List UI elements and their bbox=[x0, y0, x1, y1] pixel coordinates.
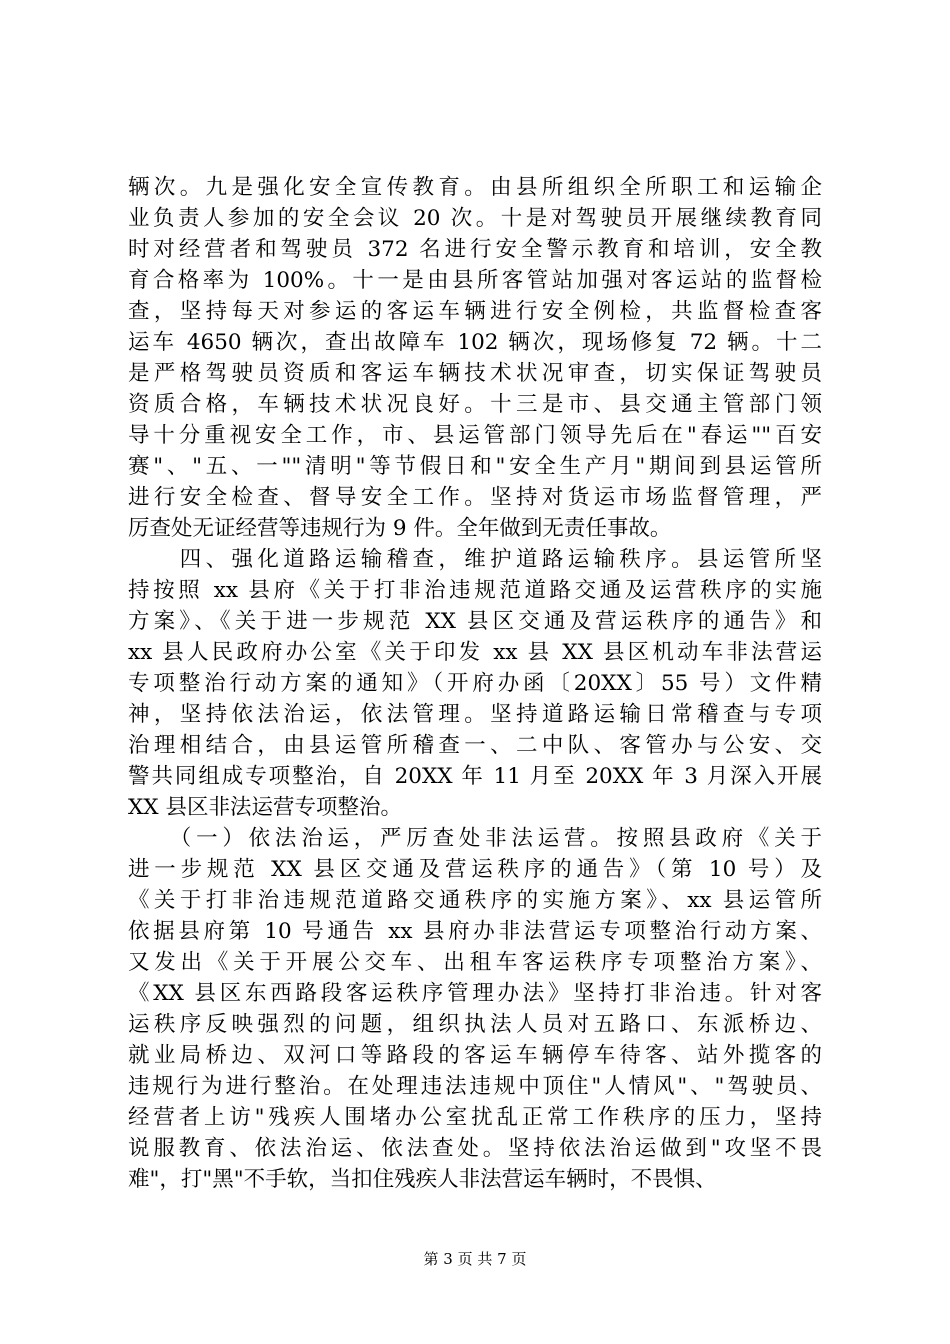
page-number-label: 第 3 页 共 7 页 bbox=[423, 1250, 527, 1268]
page-footer bbox=[0, 1249, 950, 1269]
text-line: 四、强化道路运输稽查，维护道路运输秩序。县运管所坚 bbox=[128, 547, 822, 572]
text-line: 辆次。九是强化安全宣传教育。由县所组织全所职工和运输企 bbox=[128, 175, 822, 200]
text-line: 运秩序反映强烈的问题，组织执法人员对五路口、东派桥边、 bbox=[128, 1012, 822, 1037]
text-line: XX 县区非法运营专项整治。 bbox=[128, 795, 402, 820]
text-line: 专项整治行动方案的通知》（开府办函〔20XX〕55 号）文件精 bbox=[128, 671, 822, 696]
text-line: 《XX 县区东西路段客运秩序管理办法》坚持打非治违。针对客 bbox=[128, 981, 822, 1006]
text-line: 就业局桥边、双河口等路段的客运车辆停车待客、站外揽客的 bbox=[128, 1043, 822, 1068]
text-line: 是严格驾驶员资质和客运车辆技术状况审查，切实保证驾驶员 bbox=[128, 361, 822, 386]
document-body bbox=[128, 172, 822, 1195]
text-line: 经营者上访"残疾人围堵办公室扰乱正常工作秩序的压力，坚持 bbox=[128, 1105, 822, 1130]
text-line: 育合格率为 100%。十一是由县所客管站加强对客运站的监督检 bbox=[128, 268, 822, 293]
text-line: 资质合格，车辆技术状况良好。十三是市、县交通主管部门领 bbox=[128, 392, 822, 417]
text-line: 运车 4650 辆次，查出故障车 102 辆次，现场修复 72 辆。十二 bbox=[128, 330, 822, 355]
text-line: 神，坚持依法治运，依法管理。坚持道路运输日常稽查与专项 bbox=[128, 702, 822, 727]
text-line: （一）依法治运，严厉查处非法运营。按照县政府《关于 bbox=[128, 826, 822, 851]
text-line: 依据县府第 10 号通告 xx 县府办非法营运专项整治行动方案、 bbox=[128, 919, 822, 944]
text-line: 《关于打非治违规范道路交通秩序的实施方案》、xx 县运管所 bbox=[128, 888, 822, 913]
text-line: 赛"、"五、一""清明"等节假日和"安全生产月"期间到县运管所 bbox=[128, 454, 822, 479]
text-line: 警共同组成专项整治，自 20XX 年 11 月至 20XX 年 3 月深入开展 bbox=[128, 764, 822, 789]
text-line: 治理相结合，由县运管所稽查一、二中队、客管办与公安、交 bbox=[128, 733, 822, 758]
text-line: xx 县人民政府办公室《关于印发 xx 县 XX 县区机动车非法营运 bbox=[128, 640, 822, 665]
text-line: 厉查处无证经营等违规行为 9 件。全年做到无责任事故。 bbox=[128, 516, 672, 541]
text-line: 查，坚持每天对参运的客运车辆进行安全例检，共监督检查客 bbox=[128, 299, 822, 324]
paragraph bbox=[128, 823, 822, 1195]
paragraph bbox=[128, 172, 822, 544]
text-line: 持按照 xx 县府《关于打非治违规范道路交通及运营秩序的实施 bbox=[128, 578, 822, 603]
text-line: 进行安全检查、督导安全工作。坚持对货运市场监督管理，严 bbox=[128, 485, 822, 510]
text-line: 进一步规范 XX 县区交通及营运秩序的通告》（第 10 号）及 bbox=[128, 857, 822, 882]
text-line: 时对经营者和驾驶员 372 名进行安全警示教育和培训，安全教 bbox=[128, 237, 822, 262]
paragraph bbox=[128, 544, 822, 823]
text-line: 导十分重视安全工作，市、县运管部门领导先后在"春运""百安 bbox=[128, 423, 822, 448]
text-line: 违规行为进行整治。在处理违法违规中顶住"人情风"、"驾驶员、 bbox=[128, 1074, 822, 1099]
text-line: 难"，打"黑"不手软，当扣住残疾人非法营运车辆时，不畏惧、 bbox=[128, 1167, 717, 1192]
text-line: 又发出《关于开展公交车、出租车客运秩序专项整治方案》、 bbox=[128, 950, 822, 975]
text-line: 方案》、《关于进一步规范 XX 县区交通及营运秩序的通告》和 bbox=[128, 609, 822, 634]
text-line: 说服教育、依法治运、依法查处。坚持依法治运做到"攻坚不畏 bbox=[128, 1136, 822, 1161]
text-line: 业负责人参加的安全会议 20 次。十是对驾驶员开展继续教育同 bbox=[128, 206, 822, 231]
